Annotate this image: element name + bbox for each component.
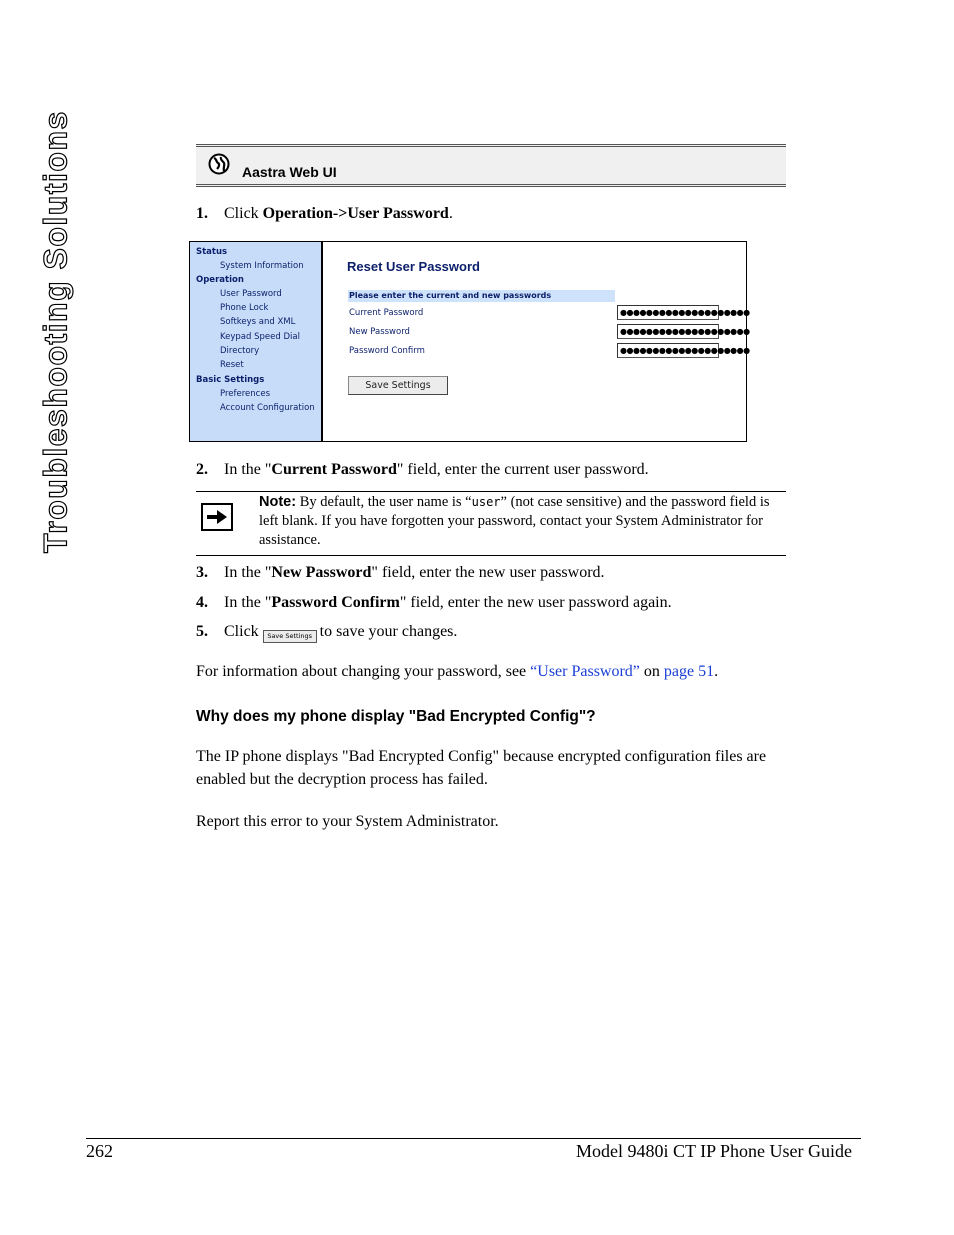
step-2: 2. In the "Current Password" field, enter the current user password. — [196, 461, 649, 478]
nav-softkeys-xml[interactable]: Softkeys and XML — [220, 317, 296, 327]
page-number: 262 — [86, 1141, 113, 1161]
password-confirm-input[interactable]: ●●●●●●●●●●●●●●●●●●●● — [617, 343, 719, 358]
body-paragraph-2: Report this error to your System Administrator. — [196, 813, 499, 830]
section-heading: Why does my phone display "Bad Encrypted Config"? — [196, 708, 596, 725]
user-password-link[interactable]: “User Password” — [530, 663, 640, 680]
body-paragraph-1: The IP phone displays "Bad Encrypted Config" because encrypted configuration files are enabled but the decryption process has failed. — [196, 748, 767, 788]
nav-account-configuration[interactable]: Account Configuration — [220, 403, 315, 413]
step-1: 1. Click Operation->User Password. — [196, 205, 453, 222]
web-ui-nav — [190, 242, 323, 441]
current-password-label: Current Password — [349, 308, 424, 318]
reset-password-title: Reset User Password — [347, 259, 480, 274]
page-51-link[interactable]: page 51 — [663, 663, 715, 680]
current-password-input[interactable]: ●●●●●●●●●●●●●●●●●●●● — [617, 305, 719, 320]
nav-system-information[interactable]: System Information — [220, 261, 304, 271]
aastra-web-ui-banner — [196, 144, 786, 187]
save-settings-button[interactable]: Save Settings — [348, 376, 448, 395]
nav-reset[interactable]: Reset — [220, 360, 244, 370]
nav-user-password[interactable]: User Password — [220, 289, 282, 299]
step-4: 4. In the "Password Confirm" field, enter the new user password again. — [196, 594, 672, 611]
nav-directory[interactable]: Directory — [220, 346, 260, 356]
globe-icon — [208, 153, 230, 175]
menu-path: Operation->User Password — [262, 205, 449, 222]
nav-preferences[interactable]: Preferences — [220, 389, 270, 399]
new-password-label: New Password — [349, 327, 410, 337]
step-5: 5. Click Save Settings to save your changes. — [196, 623, 457, 643]
note-box — [196, 491, 786, 556]
chapter-side-title: Troubleshooting Solutions — [37, 110, 74, 553]
password-confirm-label: Password Confirm — [349, 346, 425, 356]
nav-basic-settings[interactable]: Basic Settings — [196, 375, 265, 385]
nav-operation[interactable]: Operation — [196, 275, 244, 285]
info-paragraph: For information about changing your password, see “User Password” on page 51. — [196, 663, 719, 680]
arrow-right-icon — [201, 503, 233, 531]
note-text: Note: By default, the user name is “user” (not case sensitive) and the password field is left blank. If you have forgotten your password, contact your System Administrator for assistance. — [259, 494, 770, 548]
guide-title: Model 9480i CT IP Phone User Guide — [576, 1141, 852, 1161]
new-password-input[interactable]: ●●●●●●●●●●●●●●●●●●●● — [617, 324, 719, 339]
web-ui-screenshot — [189, 241, 750, 442]
nav-keypad-speed-dial[interactable]: Keypad Speed Dial — [220, 332, 300, 342]
nav-status[interactable]: Status — [196, 247, 228, 257]
footer-divider — [86, 1138, 861, 1139]
password-hint: Please enter the current and new passwords — [348, 290, 615, 302]
step-3: 3. In the "New Password" field, enter the new user password. — [196, 564, 605, 581]
nav-phone-lock[interactable]: Phone Lock — [220, 303, 269, 313]
save-settings-inline-button: Save Settings — [263, 630, 317, 643]
web-ui-label: Aastra Web UI — [242, 164, 337, 180]
